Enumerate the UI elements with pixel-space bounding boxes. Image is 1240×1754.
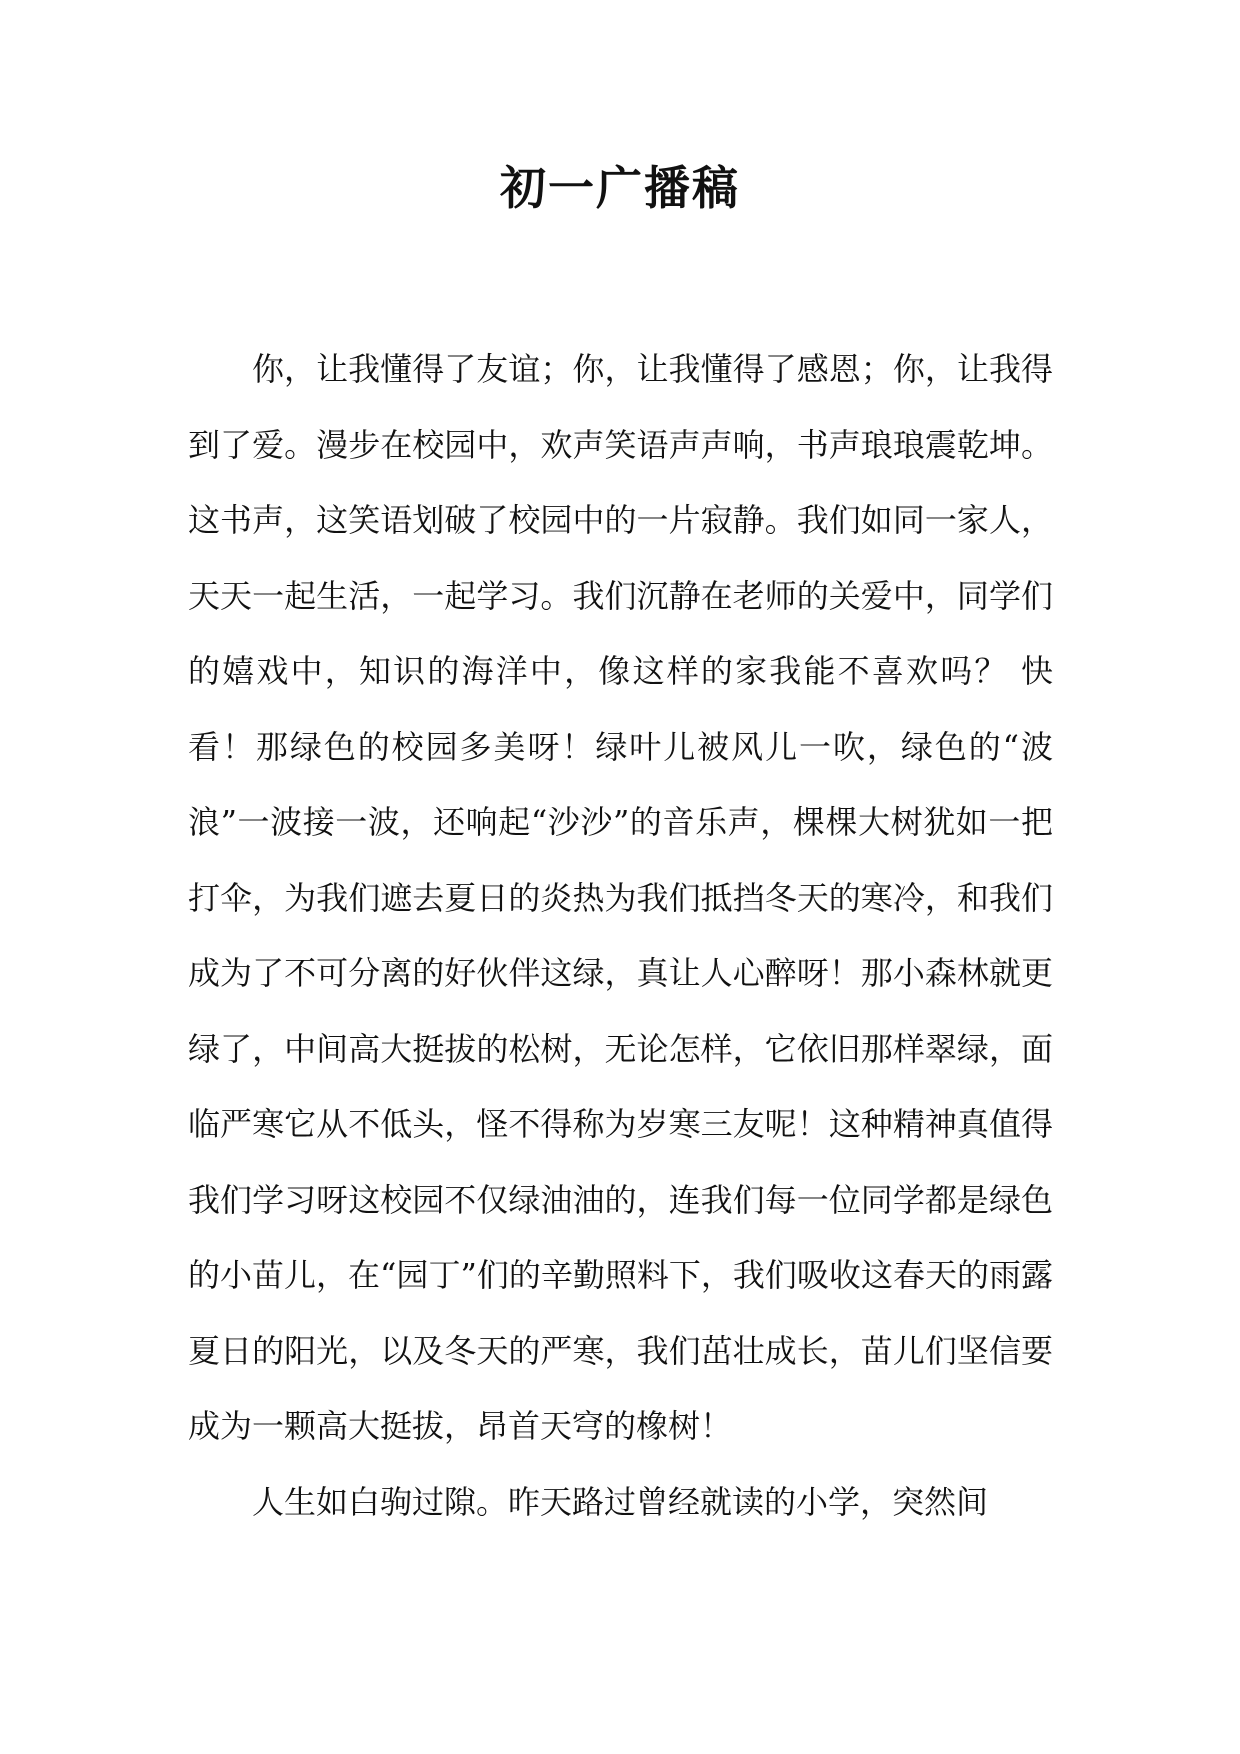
document-body — [188, 332, 1053, 1540]
paragraph-1: 你，让我懂得了友谊；你，让我懂得了感恩；你，让我得到了爱。漫步在校园中，欢声笑语声声响，书声琅琅震乾坤。这书声，这笑语划破了校园中的一片寂静。我们如同一家人，天天一起生活，一起学习。我们沉静在老师的关爱中，同学们的嬉戏中，知识的海洋中，像这样的家我能不喜欢吗？ 快看！那绿色的校园多美呀！绿叶儿被风儿一吹，绿色的“波浪”一波接一波，还响起“沙沙”的音乐声，棵棵大树犹如一把打伞，为我们遮去夏日的炎热为我们抵挡冬天的寒冷，和我们成为了不可分离的好伙伴这绿，真让人心醉呀！那小森林就更绿了，中间高大挺拔的松树，无论怎样，它依旧那样翠绿，面临严寒它从不低头，怪不得称为岁寒三友呢！这种精神真值得我们学习呀这校园不仅绿油油的，连我们每一位同学都是绿色的小苗儿，在“园丁”们的辛勤照料下，我们吸收这春天的雨露夏日的阳光，以及冬天的严寒，我们茁壮成长，苗儿们坚信要成为一颗高大挺拔，昂首天穹的橡树！ — [188, 350, 1053, 1445]
page-title: 初一广播稿 — [500, 161, 740, 215]
paragraph-2: 人生如白驹过隙。昨天路过曾经就读的小学，突然间 — [252, 1482, 989, 1521]
